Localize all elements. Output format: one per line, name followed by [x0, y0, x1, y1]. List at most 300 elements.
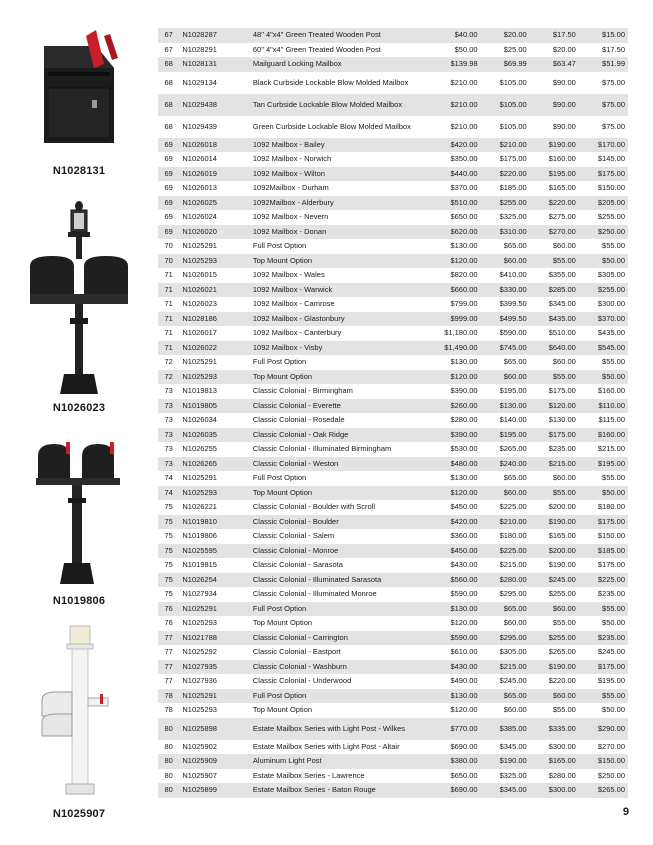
row-page: 76 — [158, 616, 179, 631]
row-price-4: $290.00 — [579, 718, 628, 740]
row-page: 68 — [158, 94, 179, 116]
row-price-3: $55.00 — [530, 254, 579, 269]
row-price-4: $110.00 — [579, 399, 628, 414]
row-description: Full Post Option — [250, 239, 432, 254]
row-price-2: $65.00 — [481, 355, 530, 370]
estate-mailbox-image — [34, 624, 124, 799]
row-price-4: $255.00 — [579, 210, 628, 225]
row-price-2: $330.00 — [481, 283, 530, 298]
table-row — [158, 341, 628, 356]
row-price-3: $165.00 — [530, 754, 579, 769]
row-price-1: $490.00 — [431, 674, 480, 689]
colonial-mailbox-image — [34, 438, 124, 588]
row-part-number: N1019813 — [179, 384, 250, 399]
row-price-4: $185.00 — [579, 544, 628, 559]
row-price-3: $355.00 — [530, 268, 579, 283]
row-price-1: $620.00 — [431, 225, 480, 240]
row-description: Classic Colonial - Illuminated Birmingham — [250, 442, 432, 457]
row-price-2: $65.00 — [481, 239, 530, 254]
row-price-4: $150.00 — [579, 754, 628, 769]
row-page: 69 — [158, 152, 179, 167]
row-part-number: N1025907 — [179, 769, 250, 784]
row-description: Classic Colonial - Underwood — [250, 674, 432, 689]
table-row — [158, 660, 628, 675]
table-row — [158, 616, 628, 631]
row-page: 74 — [158, 471, 179, 486]
row-price-4: $115.00 — [579, 413, 628, 428]
row-price-1: $120.00 — [431, 370, 480, 385]
row-price-3: $265.00 — [530, 645, 579, 660]
row-price-4: $150.00 — [579, 529, 628, 544]
row-price-1: $210.00 — [431, 94, 480, 116]
table-row — [158, 515, 628, 530]
row-part-number: N1026017 — [179, 326, 250, 341]
row-part-number: N1025898 — [179, 718, 250, 740]
row-price-1: $610.00 — [431, 645, 480, 660]
row-price-2: $210.00 — [481, 138, 530, 153]
row-price-2: $65.00 — [481, 471, 530, 486]
row-page: 71 — [158, 326, 179, 341]
table-row — [158, 703, 628, 718]
table-row — [158, 500, 628, 515]
table-row — [158, 486, 628, 501]
row-price-2: $225.00 — [481, 544, 530, 559]
table-row — [158, 94, 628, 116]
table-row — [158, 689, 628, 704]
row-price-1: $660.00 — [431, 283, 480, 298]
mailbox-image — [34, 28, 124, 148]
row-price-1: $480.00 — [431, 457, 480, 472]
row-page: 75 — [158, 558, 179, 573]
row-part-number: N1019815 — [179, 558, 250, 573]
table-row — [158, 740, 628, 755]
table-row — [158, 573, 628, 588]
row-price-1: $280.00 — [431, 413, 480, 428]
row-price-1: $120.00 — [431, 254, 480, 269]
row-price-1: $690.00 — [431, 783, 480, 798]
row-price-2: $105.00 — [481, 72, 530, 94]
row-part-number: N1026024 — [179, 210, 250, 225]
row-part-number: N1025292 — [179, 645, 250, 660]
row-price-2: $105.00 — [481, 116, 530, 138]
row-page: 67 — [158, 43, 179, 58]
row-price-4: $55.00 — [579, 689, 628, 704]
row-price-4: $75.00 — [579, 116, 628, 138]
row-page: 80 — [158, 754, 179, 769]
row-description: 1092 Mailbox - Visby — [250, 341, 432, 356]
row-price-1: $210.00 — [431, 72, 480, 94]
row-price-1: $1,490.00 — [431, 341, 480, 356]
row-price-4: $50.00 — [579, 616, 628, 631]
product-image-mailguard — [0, 28, 158, 148]
row-price-3: $220.00 — [530, 674, 579, 689]
row-price-1: $430.00 — [431, 558, 480, 573]
row-price-2: $65.00 — [481, 689, 530, 704]
row-part-number: N1026018 — [179, 138, 250, 153]
row-price-2: $499.50 — [481, 312, 530, 327]
row-price-1: $130.00 — [431, 355, 480, 370]
row-price-1: $650.00 — [431, 769, 480, 784]
row-price-3: $435.00 — [530, 312, 579, 327]
row-price-1: $50.00 — [431, 43, 480, 58]
row-price-4: $255.00 — [579, 283, 628, 298]
row-price-1: $450.00 — [431, 544, 480, 559]
table-row — [158, 631, 628, 646]
row-page: 75 — [158, 544, 179, 559]
table-row — [158, 428, 628, 443]
row-page: 75 — [158, 529, 179, 544]
row-description: Estate Mailbox Series with Light Post - Altair — [250, 740, 432, 755]
row-description: 1092 Mailbox - Wales — [250, 268, 432, 283]
row-price-3: $245.00 — [530, 573, 579, 588]
row-description: Mailguard Locking Mailbox — [250, 57, 432, 72]
row-description: Top Mount Option — [250, 254, 432, 269]
row-page: 80 — [158, 718, 179, 740]
row-price-2: $175.00 — [481, 152, 530, 167]
row-price-3: $55.00 — [530, 486, 579, 501]
row-part-number: N1025293 — [179, 254, 250, 269]
row-price-3: $60.00 — [530, 239, 579, 254]
row-description: 1092 Mailbox - Warwick — [250, 283, 432, 298]
table-row — [158, 138, 628, 153]
row-price-2: $215.00 — [481, 660, 530, 675]
table-row — [158, 239, 628, 254]
row-part-number: N1026035 — [179, 428, 250, 443]
row-price-3: $255.00 — [530, 631, 579, 646]
row-price-2: $140.00 — [481, 413, 530, 428]
table-row — [158, 602, 628, 617]
row-price-3: $130.00 — [530, 413, 579, 428]
row-description: Full Post Option — [250, 602, 432, 617]
row-price-4: $235.00 — [579, 587, 628, 602]
row-price-1: $1,180.00 — [431, 326, 480, 341]
row-description: Full Post Option — [250, 355, 432, 370]
row-part-number: N1026013 — [179, 181, 250, 196]
row-page: 80 — [158, 783, 179, 798]
table-row — [158, 471, 628, 486]
row-part-number: N1026034 — [179, 413, 250, 428]
row-price-1: $130.00 — [431, 689, 480, 704]
row-price-3: $60.00 — [530, 471, 579, 486]
row-description: Classic Colonial - Eastport — [250, 645, 432, 660]
table-row — [158, 384, 628, 399]
row-price-2: $195.00 — [481, 428, 530, 443]
row-description: Estate Mailbox Series - Lawrence — [250, 769, 432, 784]
row-price-3: $220.00 — [530, 196, 579, 211]
table-row — [158, 769, 628, 784]
product-images-column — [0, 0, 158, 845]
row-part-number: N1028131 — [179, 57, 250, 72]
row-price-4: $175.00 — [579, 515, 628, 530]
row-price-4: $15.00 — [579, 28, 628, 43]
row-price-3: $510.00 — [530, 326, 579, 341]
row-price-2: $305.00 — [481, 645, 530, 660]
row-price-3: $120.00 — [530, 399, 579, 414]
row-page: 76 — [158, 602, 179, 617]
row-price-4: $50.00 — [579, 254, 628, 269]
row-page: 69 — [158, 167, 179, 182]
row-price-4: $160.00 — [579, 384, 628, 399]
row-page: 78 — [158, 703, 179, 718]
page-number: 9 — [622, 806, 629, 818]
row-price-1: $130.00 — [431, 602, 480, 617]
row-price-1: $560.00 — [431, 573, 480, 588]
row-price-3: $285.00 — [530, 283, 579, 298]
row-price-4: $170.00 — [579, 138, 628, 153]
table-row — [158, 457, 628, 472]
row-price-3: $55.00 — [530, 703, 579, 718]
row-part-number: N1029438 — [179, 94, 250, 116]
row-price-3: $215.00 — [530, 457, 579, 472]
row-part-number: N1028291 — [179, 43, 250, 58]
row-price-2: $210.00 — [481, 515, 530, 530]
row-price-1: $650.00 — [431, 210, 480, 225]
row-part-number: N1026021 — [179, 283, 250, 298]
row-price-1: $590.00 — [431, 587, 480, 602]
row-description: Classic Colonial - Birmingham — [250, 384, 432, 399]
row-part-number: N1026025 — [179, 196, 250, 211]
row-price-4: $17.50 — [579, 43, 628, 58]
row-price-2: $345.00 — [481, 740, 530, 755]
row-price-4: $250.00 — [579, 769, 628, 784]
table-row — [158, 355, 628, 370]
row-page: 68 — [158, 72, 179, 94]
product-image-colonial — [0, 438, 158, 588]
row-price-1: $390.00 — [431, 428, 480, 443]
row-price-3: $190.00 — [530, 558, 579, 573]
row-description: Classic Colonial - Monroe — [250, 544, 432, 559]
row-description: Classic Colonial - Carrington — [250, 631, 432, 646]
row-price-4: $225.00 — [579, 573, 628, 588]
row-price-1: $120.00 — [431, 703, 480, 718]
row-page: 75 — [158, 587, 179, 602]
row-price-2: $325.00 — [481, 769, 530, 784]
table-row — [158, 152, 628, 167]
row-part-number: N1025293 — [179, 616, 250, 631]
row-page: 68 — [158, 57, 179, 72]
row-price-4: $235.00 — [579, 631, 628, 646]
row-part-number: N1025291 — [179, 355, 250, 370]
row-page: 69 — [158, 181, 179, 196]
row-page: 75 — [158, 500, 179, 515]
row-price-2: $20.00 — [481, 28, 530, 43]
row-price-4: $545.00 — [579, 341, 628, 356]
table-row — [158, 312, 628, 327]
table-row — [158, 254, 628, 269]
row-price-1: $510.00 — [431, 196, 480, 211]
row-price-2: $215.00 — [481, 558, 530, 573]
row-price-1: $450.00 — [431, 500, 480, 515]
row-page: 78 — [158, 689, 179, 704]
row-price-3: $165.00 — [530, 529, 579, 544]
row-price-3: $275.00 — [530, 210, 579, 225]
row-price-4: $205.00 — [579, 196, 628, 211]
row-price-4: $55.00 — [579, 471, 628, 486]
row-description: Top Mount Option — [250, 703, 432, 718]
table-row — [158, 413, 628, 428]
table-row — [158, 28, 628, 43]
row-page: 69 — [158, 210, 179, 225]
row-description: Classic Colonial - Boulder — [250, 515, 432, 530]
row-description: 1092 Mailbox - Donan — [250, 225, 432, 240]
product-code: N1026023 — [52, 402, 106, 414]
table-row — [158, 558, 628, 573]
row-price-4: $195.00 — [579, 457, 628, 472]
row-description: 1092Mailbox - Alderbury — [250, 196, 432, 211]
row-price-1: $690.00 — [431, 740, 480, 755]
row-price-4: $270.00 — [579, 740, 628, 755]
row-description: Classic Colonial - Salem — [250, 529, 432, 544]
row-price-4: $50.00 — [579, 703, 628, 718]
row-price-4: $55.00 — [579, 602, 628, 617]
row-price-2: $345.00 — [481, 783, 530, 798]
row-part-number: N1026254 — [179, 573, 250, 588]
row-price-3: $63.47 — [530, 57, 579, 72]
price-table — [158, 28, 628, 798]
row-price-1: $390.00 — [431, 384, 480, 399]
row-price-1: $350.00 — [431, 152, 480, 167]
row-price-1: $440.00 — [431, 167, 480, 182]
row-price-3: $190.00 — [530, 138, 579, 153]
row-part-number: N1025291 — [179, 689, 250, 704]
row-price-2: $245.00 — [481, 674, 530, 689]
row-page: 71 — [158, 297, 179, 312]
row-price-2: $60.00 — [481, 616, 530, 631]
row-description: 1092 Mailbox - Nevern — [250, 210, 432, 225]
row-price-1: $130.00 — [431, 239, 480, 254]
row-part-number: N1026265 — [179, 457, 250, 472]
row-price-3: $60.00 — [530, 602, 579, 617]
row-price-4: $435.00 — [579, 326, 628, 341]
row-price-2: $745.00 — [481, 341, 530, 356]
row-part-number: N1026019 — [179, 167, 250, 182]
row-page: 70 — [158, 239, 179, 254]
table-row — [158, 268, 628, 283]
row-price-3: $175.00 — [530, 384, 579, 399]
row-page: 67 — [158, 28, 179, 43]
row-price-3: $270.00 — [530, 225, 579, 240]
row-part-number: N1026022 — [179, 341, 250, 356]
row-price-1: $210.00 — [431, 116, 480, 138]
table-row — [158, 57, 628, 72]
row-page: 73 — [158, 413, 179, 428]
table-row — [158, 116, 628, 138]
row-page: 74 — [158, 486, 179, 501]
row-page: 71 — [158, 268, 179, 283]
price-table-body — [158, 28, 628, 798]
row-page: 73 — [158, 442, 179, 457]
row-page: 80 — [158, 769, 179, 784]
row-price-2: $410.00 — [481, 268, 530, 283]
table-row — [158, 72, 628, 94]
row-price-2: $399.50 — [481, 297, 530, 312]
row-price-4: $50.00 — [579, 370, 628, 385]
table-row — [158, 210, 628, 225]
row-part-number: N1029134 — [179, 72, 250, 94]
row-description: 1092 Mailbox - Norwich — [250, 152, 432, 167]
row-page: 80 — [158, 740, 179, 755]
row-price-3: $300.00 — [530, 783, 579, 798]
table-row — [158, 196, 628, 211]
row-description: Green Curbside Lockable Blow Molded Mailbox — [250, 116, 432, 138]
row-page: 69 — [158, 225, 179, 240]
row-part-number: N1025291 — [179, 239, 250, 254]
row-price-4: $160.00 — [579, 428, 628, 443]
product-image-estate — [0, 624, 158, 799]
row-price-1: $799.00 — [431, 297, 480, 312]
table-row — [158, 529, 628, 544]
row-page: 70 — [158, 254, 179, 269]
row-price-4: $175.00 — [579, 558, 628, 573]
product-code: N1019806 — [52, 595, 106, 607]
product-code: N1028131 — [52, 165, 106, 177]
row-price-2: $385.00 — [481, 718, 530, 740]
row-price-3: $17.50 — [530, 28, 579, 43]
row-part-number: N1025291 — [179, 602, 250, 617]
row-page: 72 — [158, 370, 179, 385]
row-price-2: $60.00 — [481, 370, 530, 385]
row-price-1: $40.00 — [431, 28, 480, 43]
row-price-4: $51.99 — [579, 57, 628, 72]
row-price-3: $255.00 — [530, 587, 579, 602]
row-price-2: $240.00 — [481, 457, 530, 472]
row-description: Top Mount Option — [250, 370, 432, 385]
row-price-2: $590.00 — [481, 326, 530, 341]
row-description: Tan Curbside Lockable Blow Molded Mailbox — [250, 94, 432, 116]
row-page: 72 — [158, 355, 179, 370]
table-row — [158, 399, 628, 414]
row-page: 73 — [158, 399, 179, 414]
table-row — [158, 370, 628, 385]
row-price-3: $280.00 — [530, 769, 579, 784]
row-part-number: N1025899 — [179, 783, 250, 798]
row-price-4: $55.00 — [579, 239, 628, 254]
row-description: 1092 Mailbox - Canterbury — [250, 326, 432, 341]
row-price-1: $530.00 — [431, 442, 480, 457]
row-part-number: N1025293 — [179, 370, 250, 385]
row-price-4: $150.00 — [579, 181, 628, 196]
row-price-1: $420.00 — [431, 138, 480, 153]
row-part-number: N1028287 — [179, 28, 250, 43]
row-price-1: $120.00 — [431, 616, 480, 631]
row-price-4: $145.00 — [579, 152, 628, 167]
row-description: Top Mount Option — [250, 616, 432, 631]
row-price-4: $50.00 — [579, 486, 628, 501]
row-price-3: $200.00 — [530, 544, 579, 559]
row-price-4: $305.00 — [579, 268, 628, 283]
table-row — [158, 225, 628, 240]
row-price-2: $105.00 — [481, 94, 530, 116]
row-price-3: $175.00 — [530, 428, 579, 443]
row-price-3: $20.00 — [530, 43, 579, 58]
row-price-2: $60.00 — [481, 254, 530, 269]
row-page: 71 — [158, 312, 179, 327]
row-price-3: $195.00 — [530, 167, 579, 182]
row-description: 1092 Mailbox - Camrose — [250, 297, 432, 312]
row-price-4: $215.00 — [579, 442, 628, 457]
row-part-number: N1026255 — [179, 442, 250, 457]
row-part-number: N1027934 — [179, 587, 250, 602]
table-row — [158, 754, 628, 769]
table-row — [158, 645, 628, 660]
row-price-3: $90.00 — [530, 94, 579, 116]
row-price-2: $185.00 — [481, 181, 530, 196]
row-price-2: $190.00 — [481, 754, 530, 769]
row-description: Classic Colonial - Oak Ridge — [250, 428, 432, 443]
row-price-2: $220.00 — [481, 167, 530, 182]
row-price-2: $65.00 — [481, 602, 530, 617]
row-price-3: $640.00 — [530, 341, 579, 356]
